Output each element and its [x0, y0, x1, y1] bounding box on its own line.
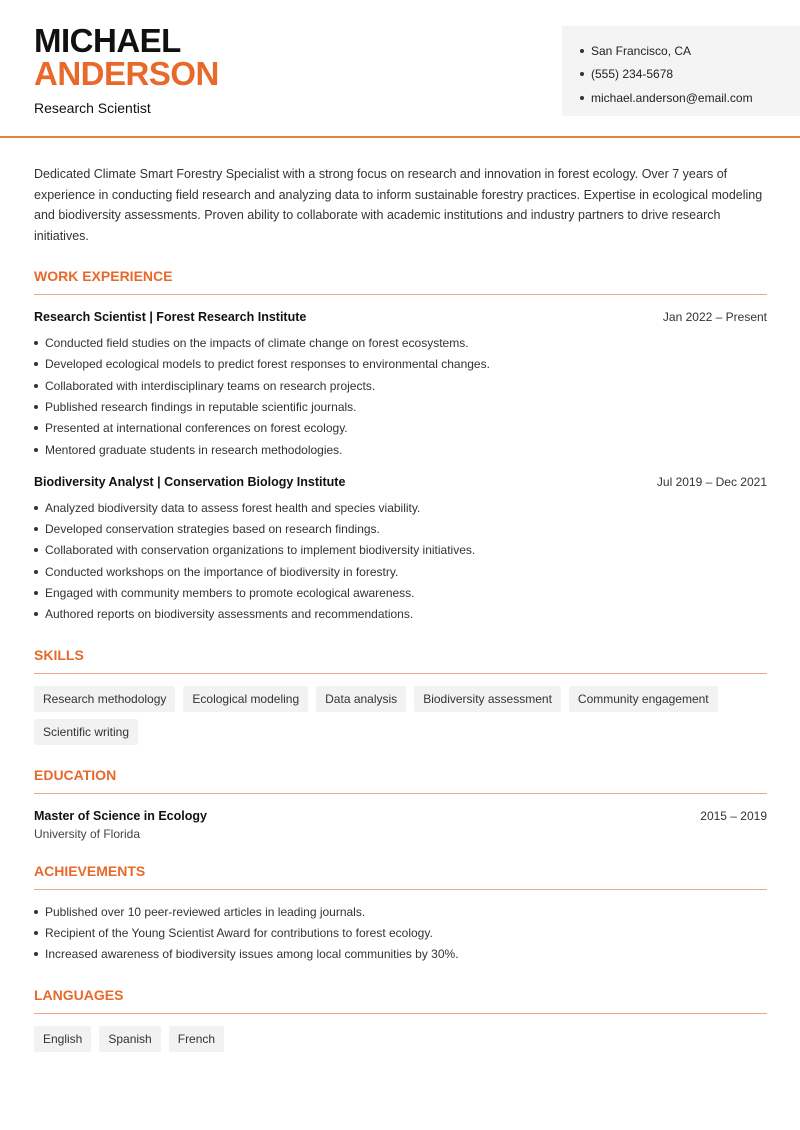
list-item [34, 901, 767, 922]
list-item-text: Engaged with community members to promote ecological awareness. [45, 585, 415, 600]
bullet-icon [34, 931, 38, 935]
education-section [34, 767, 767, 841]
bullet-icon [34, 426, 38, 430]
contact-box [562, 26, 800, 116]
list-item [34, 540, 767, 561]
job-dates: Jul 2019 – Dec 2021 [656, 475, 767, 490]
language-tag: Spanish [99, 1026, 160, 1052]
section-heading: LANGUAGES [34, 987, 767, 1014]
list-item [34, 518, 767, 539]
skill-tag: Scientific writing [34, 719, 138, 745]
list-item-text: Collaborated with interdisciplinary teams on research projects. [45, 378, 376, 393]
list-item-text: Mentored graduate students in research methodologies. [45, 442, 343, 457]
job-role: Research Scientist [34, 100, 151, 116]
section-heading: ACHIEVEMENTS [34, 863, 767, 890]
bullet-icon [34, 384, 38, 388]
bullet-icon [34, 341, 38, 345]
bullet-icon [580, 49, 584, 53]
list-item-text: Presented at international conferences on forest ecology. [45, 421, 348, 436]
language-tag: French [169, 1026, 224, 1052]
degree: Master of Science in Ecology [34, 808, 207, 823]
contact-location [580, 39, 800, 63]
job-entry [34, 472, 767, 625]
list-item [34, 332, 767, 353]
contact-text: (555) 234-5678 [591, 67, 674, 82]
last-name: ANDERSON [34, 55, 219, 92]
list-item-text: Published over 10 peer-reviewed articles in leading journals. [45, 904, 366, 919]
skill-tag: Biodiversity assessment [414, 686, 561, 712]
bullet-icon [34, 506, 38, 510]
list-item-text: Conducted workshops on the importance of biodiversity in forestry. [45, 564, 399, 579]
bullet-icon [34, 612, 38, 616]
skill-tag: Ecological modeling [183, 686, 308, 712]
list-item-text: Developed ecological models to predict forest responses to environmental changes. [45, 357, 490, 372]
list-item-text: Authored reports on biodiversity assessments and recommendations. [45, 607, 414, 622]
job-title: Research Scientist | Forest Research Institute [34, 310, 307, 325]
skill-tag: Research methodology [34, 686, 175, 712]
list-item [34, 582, 767, 603]
list-item [34, 354, 767, 375]
bullet-icon [34, 952, 38, 956]
achievements-section [34, 863, 767, 965]
section-heading: EDUCATION [34, 767, 767, 794]
list-item [34, 375, 767, 396]
list-item-text: Conducted field studies on the impacts of climate change on forest ecosystems. [45, 336, 469, 351]
list-item [34, 418, 767, 439]
school: University of Florida [34, 826, 141, 841]
bullet-icon [34, 591, 38, 595]
education-entry [34, 806, 767, 841]
list-item [34, 944, 767, 965]
list-item [34, 561, 767, 582]
language-tag: English [34, 1026, 91, 1052]
job-title: Biodiversity Analyst | Conservation Biology Institute [34, 475, 346, 490]
list-item-text: Increased awareness of biodiversity issues among local communities by 30%. [45, 947, 459, 962]
bullet-icon [34, 527, 38, 531]
list-item [34, 439, 767, 460]
skill-tag: Community engagement [569, 686, 718, 712]
bullet-icon [34, 570, 38, 574]
list-item-text: Recipient of the Young Scientist Award for contributions to forest ecology. [45, 925, 433, 940]
list-item-text: Collaborated with conservation organizations to implement biodiversity initiatives. [45, 543, 476, 558]
list-item-text: Published research findings in reputable scientific journals. [45, 399, 357, 414]
skill-tag: Data analysis [316, 686, 406, 712]
bullet-icon [34, 405, 38, 409]
summary: Dedicated Climate Smart Forestry Specialist with a strong focus on research and innovation in forest ecology. Over 7 years of experience in conducting field research and analyzing data to inform sustainable forestry practices. Expertise in ecological modeling and biodiversity assessments. Proven ability to collaborate with academic institutions and industry partners to drive research initiatives. [34, 167, 763, 243]
list-item-text: Analyzed biodiversity data to assess forest health and species viability. [45, 500, 421, 515]
list-item-text: Developed conservation strategies based on research findings. [45, 522, 380, 537]
contact-phone [580, 63, 800, 87]
section-heading: WORK EXPERIENCE [34, 268, 767, 295]
resume-body [0, 164, 800, 1052]
contact-text: michael.anderson@email.com [591, 90, 753, 105]
education-dates: 2015 – 2019 [700, 808, 767, 823]
contact-email [580, 86, 800, 110]
list-item [34, 396, 767, 417]
bullet-icon [34, 362, 38, 366]
contact-text: San Francisco, CA [591, 43, 692, 58]
languages-section [34, 987, 767, 1052]
list-item [34, 604, 767, 625]
section-heading: SKILLS [34, 647, 767, 674]
list-item [34, 497, 767, 518]
bullet-icon [580, 72, 584, 76]
bullet-icon [580, 96, 584, 100]
resume-header [0, 0, 800, 138]
bullet-icon [34, 548, 38, 552]
skills-section [34, 647, 767, 745]
first-name: MICHAEL [34, 22, 181, 59]
job-dates: Jan 2022 – Present [662, 310, 767, 325]
bullet-icon [34, 910, 38, 914]
bullet-icon [34, 448, 38, 452]
job-entry [34, 307, 767, 460]
work-experience-section [34, 268, 767, 625]
list-item [34, 922, 767, 943]
